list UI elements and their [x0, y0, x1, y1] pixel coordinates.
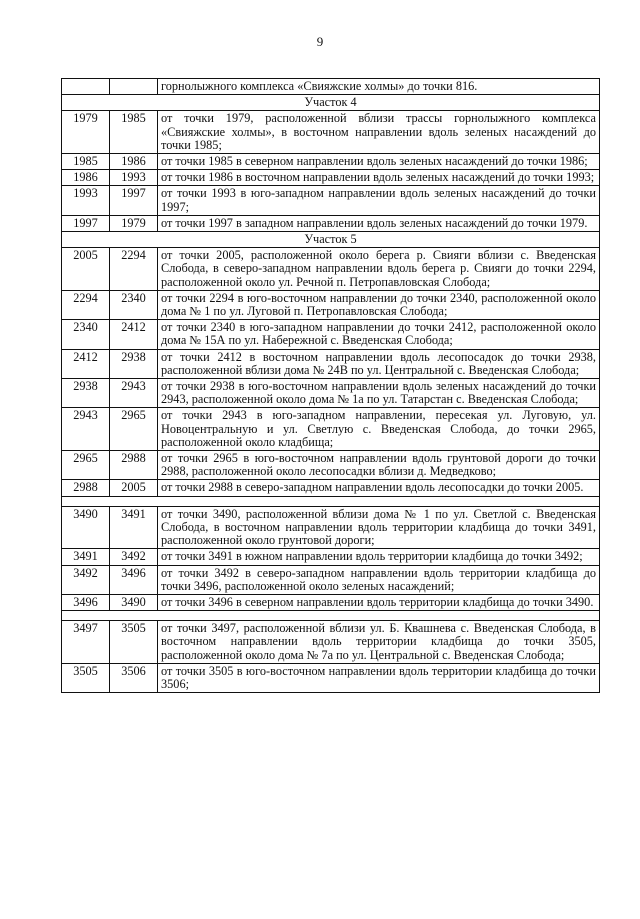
to-point-cell: 2340 — [110, 290, 158, 319]
from-point-cell: 2988 — [62, 480, 110, 496]
description-cell: от точки 1997 в западном направлении вдоль зеленых насаждений до точки 1979. — [158, 215, 600, 231]
description-cell: от точки 3491 в южном направлении вдоль территории кладбища до точки 3492; — [158, 549, 600, 565]
to-point-cell — [110, 79, 158, 95]
to-point-cell: 3491 — [110, 506, 158, 549]
boundary-table — [61, 78, 600, 693]
to-point-cell: 1986 — [110, 154, 158, 170]
table-row — [62, 506, 600, 549]
from-point-cell: 2943 — [62, 408, 110, 451]
table-row — [62, 565, 600, 594]
description-cell: от точки 2005, расположенной около берега р. Свияги вблизи с. Введенская Слобода, в северо-западном направлении вдоль берега р. Свияги до точки 2294, расположенной около ул. Речной п. Петропавловская Слобода; — [158, 248, 600, 291]
table-row — [62, 379, 600, 408]
to-point-cell: 2294 — [110, 248, 158, 291]
to-point-cell: 3492 — [110, 549, 158, 565]
from-point-cell: 3505 — [62, 663, 110, 692]
separator-row — [62, 611, 600, 621]
separator-cell — [62, 496, 600, 506]
table-row — [62, 170, 600, 186]
to-point-cell: 1993 — [110, 170, 158, 186]
to-point-cell: 1979 — [110, 215, 158, 231]
from-point-cell: 3497 — [62, 621, 110, 664]
description-cell: от точки 1979, расположенной вблизи трассы горнолыжного комплекса «Свияжские холмы», в восточном направлении вдоль зеленых насаждений до точки 1985; — [158, 111, 600, 154]
section-header-row — [62, 95, 600, 111]
table-row — [62, 451, 600, 480]
description-cell: горнолыжного комплекса «Свияжские холмы» до точки 816. — [158, 79, 600, 95]
table-row — [62, 186, 600, 215]
description-cell: от точки 3497, расположенной вблизи ул. Б. Квашнева с. Введенская Слобода, в восточном направлении вдоль территории кладбища до точки 3505, расположенной около дома № 7а по ул. Центральной с. Введенская Слобода; — [158, 621, 600, 664]
separator-row — [62, 496, 600, 506]
to-point-cell: 2943 — [110, 379, 158, 408]
description-cell: от точки 1985 в северном направлении вдоль зеленых насаждений до точки 1986; — [158, 154, 600, 170]
table-row — [62, 549, 600, 565]
table-row — [62, 594, 600, 610]
from-point-cell: 2005 — [62, 248, 110, 291]
section-header-row — [62, 232, 600, 248]
table-row — [62, 79, 600, 95]
to-point-cell: 2005 — [110, 480, 158, 496]
table-row — [62, 480, 600, 496]
to-point-cell: 1985 — [110, 111, 158, 154]
description-cell: от точки 2988 в северо-западном направлении вдоль лесопосадки до точки 2005. — [158, 480, 600, 496]
to-point-cell: 3505 — [110, 621, 158, 664]
from-point-cell: 2965 — [62, 451, 110, 480]
to-point-cell: 1997 — [110, 186, 158, 215]
description-cell: от точки 2412 в восточном направлении вдоль лесопосадок до точки 2938, расположенной вблизи дома № 24В по ул. Центральной с. Введенская Слобода; — [158, 349, 600, 378]
from-point-cell: 1997 — [62, 215, 110, 231]
description-cell: от точки 2943 в юго-западном направлении, пересекая ул. Луговую, ул. Новоцентральную и ул. Светлую с. Введенская Слобода, до точки 2965, расположенной около кладбища; — [158, 408, 600, 451]
table-row — [62, 154, 600, 170]
table-row — [62, 215, 600, 231]
description-cell: от точки 3505 в юго-восточном направлении вдоль территории кладбища до точки 3506; — [158, 663, 600, 692]
description-cell: от точки 2965 в юго-восточном направлении вдоль грунтовой дороги до точки 2988, расположенной около лесопосадки вблизи д. Медведково; — [158, 451, 600, 480]
description-cell: от точки 3490, расположенной вблизи дома № 1 по ул. Светлой с. Введенская Слобода, в восточном направлении вдоль территории кладбища до точки 3491, расположенной около грунтовой дороги; — [158, 506, 600, 549]
table-row — [62, 111, 600, 154]
description-cell: от точки 3496 в северном направлении вдоль территории кладбища до точки 3490. — [158, 594, 600, 610]
from-point-cell: 3492 — [62, 565, 110, 594]
description-cell: от точки 2938 в юго-восточном направлении вдоль зеленых насаждений до точки 2943, расположенной около дома № 1а по ул. Татарстан с. Введенская Слобода; — [158, 379, 600, 408]
from-point-cell: 1979 — [62, 111, 110, 154]
from-point-cell: 2938 — [62, 379, 110, 408]
to-point-cell: 2938 — [110, 349, 158, 378]
description-cell: от точки 1986 в восточном направлении вдоль зеленых насаждений до точки 1993; — [158, 170, 600, 186]
description-cell: от точки 1993 в юго-западном направлении вдоль зеленых насаждений до точки 1997; — [158, 186, 600, 215]
description-cell: от точки 2340 в юго-западном направлении до точки 2412, расположенной около дома № 15А по ул. Набережной с. Введенская Слобода; — [158, 320, 600, 349]
from-point-cell — [62, 79, 110, 95]
from-point-cell: 3491 — [62, 549, 110, 565]
to-point-cell: 3496 — [110, 565, 158, 594]
table-row — [62, 408, 600, 451]
table-row — [62, 290, 600, 319]
to-point-cell: 3506 — [110, 663, 158, 692]
section-title: Участок 5 — [62, 232, 600, 248]
from-point-cell: 3496 — [62, 594, 110, 610]
table-row — [62, 320, 600, 349]
to-point-cell: 2988 — [110, 451, 158, 480]
from-point-cell: 1986 — [62, 170, 110, 186]
to-point-cell: 2412 — [110, 320, 158, 349]
from-point-cell: 1993 — [62, 186, 110, 215]
section-title: Участок 4 — [62, 95, 600, 111]
to-point-cell: 3490 — [110, 594, 158, 610]
description-cell: от точки 2294 в юго-восточном направлении до точки 2340, расположенной около дома № 1 по ул. Луговой п. Петропавловская Слобода; — [158, 290, 600, 319]
from-point-cell: 3490 — [62, 506, 110, 549]
table-row — [62, 663, 600, 692]
from-point-cell: 2412 — [62, 349, 110, 378]
to-point-cell: 2965 — [110, 408, 158, 451]
from-point-cell: 1985 — [62, 154, 110, 170]
page-number: 9 — [316, 34, 324, 49]
table-row — [62, 621, 600, 664]
table-row — [62, 248, 600, 291]
description-cell: от точки 3492 в северо-западном направлении вдоль территории кладбища до точки 3496, расположенной около зеленых насаждений; — [158, 565, 600, 594]
separator-cell — [62, 611, 600, 621]
boundary-table-body — [62, 79, 600, 693]
from-point-cell: 2340 — [62, 320, 110, 349]
from-point-cell: 2294 — [62, 290, 110, 319]
table-row — [62, 349, 600, 378]
